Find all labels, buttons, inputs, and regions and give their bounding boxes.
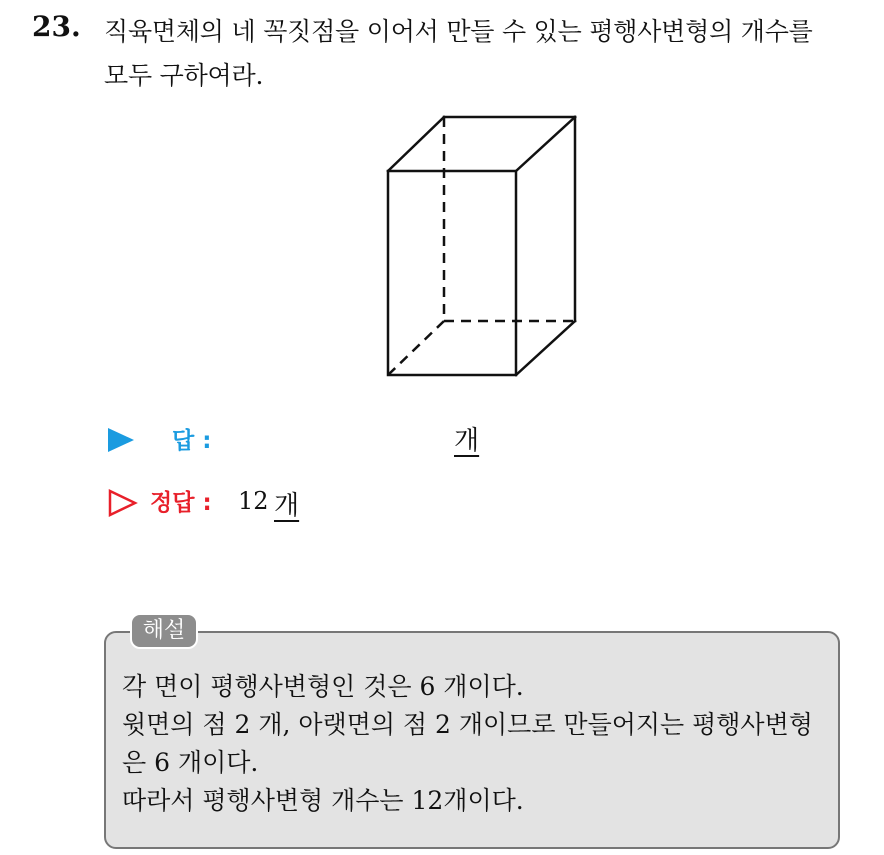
question-text xyxy=(104,10,874,98)
explanation-tab: 해설 xyxy=(130,613,198,649)
hidden-bottom-left-edge xyxy=(388,321,444,375)
question-line: 모두 구하여라. xyxy=(104,61,264,90)
answer-label: 답 : xyxy=(172,428,212,454)
explanation-line: 은 6 개이다. xyxy=(122,748,259,777)
top-left-edge xyxy=(388,117,444,171)
correct-answer-row xyxy=(108,483,608,523)
correct-answer-label: 정답 : xyxy=(150,490,212,516)
outline-play-icon xyxy=(108,489,138,517)
explanation-line: 각 면이 평행사변형인 것은 6 개이다. xyxy=(122,672,524,701)
cuboid-figure xyxy=(380,110,580,382)
answer-row xyxy=(108,420,608,460)
front-face xyxy=(388,171,516,375)
answer-unit: 개 xyxy=(454,426,480,456)
explanation-text xyxy=(122,668,834,820)
top-right-edge xyxy=(516,117,575,171)
bottom-right-edge xyxy=(516,321,575,375)
play-icon xyxy=(108,428,134,452)
correct-answer-unit: 개 xyxy=(274,491,300,521)
explanation-line: 윗면의 점 2 개, 아랫면의 점 2 개이므로 만들어지는 평행사변형 xyxy=(122,710,813,739)
question-line: 직육면체의 네 꼭짓점을 이어서 만들 수 있는 평행사변형의 개수를 xyxy=(104,17,813,46)
correct-answer-value: 12 xyxy=(238,487,269,515)
explanation-line: 따라서 평행사변형 개수는 12개이다. xyxy=(122,786,524,815)
question-number: 23. xyxy=(32,10,81,43)
